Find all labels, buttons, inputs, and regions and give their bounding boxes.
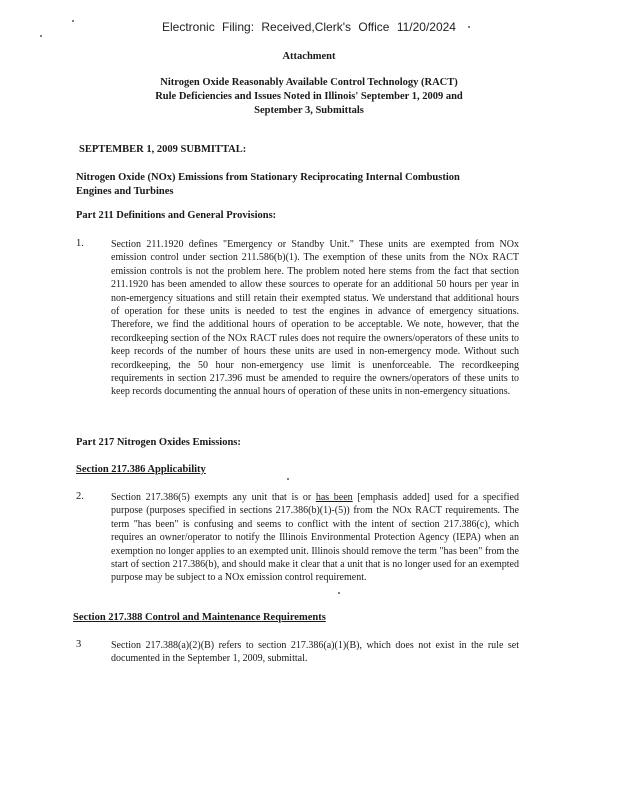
scan-speck: [468, 26, 470, 28]
scan-speck: [40, 35, 42, 37]
title-line: Nitrogen Oxide Reasonably Available Control Technology (RACT): [160, 77, 458, 88]
item-2-text-start: Section 217.386(5) exempts any unit that is or: [111, 492, 316, 503]
item-number: 3: [76, 639, 82, 650]
title-line: September 3, Submittals: [254, 105, 364, 116]
document-title: [0, 76, 618, 118]
title-line: Rule Deficiencies and Issues Noted in Illinois' September 1, 2009 and: [155, 91, 463, 102]
section-applicability-heading: Section 217.386 Applicability: [76, 464, 206, 475]
subheading-line: Nitrogen Oxide (NOx) Emissions from Stationary Reciprocating Internal Combustion: [76, 172, 460, 183]
scan-speck: [338, 592, 340, 594]
attachment-label: Attachment: [282, 51, 336, 62]
part-217-heading: Part 217 Nitrogen Oxides Emissions:: [76, 437, 241, 448]
item-1-text: Section 211.1920 defines "Emergency or Standby Unit." These units are exempted from NOx emission control under section 211.586(b)(1). The exemption of these units from the NOx RACT emission controls is not the problem here. The problem noted here stems from the fact that section 211.1920 has been amended to allow these sources to operate for an additional 50 hours per year in non-emergency situations and still retain their exempted status. We understand that additional hours of operation for these units is needed to test the engines in advance of emergency situations. Therefore, we find the additional hours of operation to be acceptable. We note, however, that the recordkeeping section of the NOx RACT rules does not require the owners/operators of these units to keep records of the number of hours these units are used in non-emergency mode. Without such recordkeeping, the 50 hour non-emergency use limit is unenforceable. The recordkeeping requirements in section 217.396 must be amended to require the owners/operators of these units to keep records documenting the annual hours of operation of these units in non-emergency situations.: [111, 239, 519, 398]
item-number: 2.: [76, 491, 84, 502]
subheading-line: Engines and Turbines: [76, 186, 174, 197]
item-2-text: [111, 491, 519, 585]
scan-speck: [72, 20, 74, 22]
item-number: 1.: [76, 238, 84, 249]
part-211-heading: Part 211 Definitions and General Provisions:: [76, 210, 277, 221]
emphasized-term: has been: [315, 492, 353, 503]
item-3-text: Section 217.388(a)(2)(B) refers to section 217.386(a)(1)(B), which does not exist in the rule set documented in the September 1, 2009, submittal.: [111, 640, 519, 665]
scan-speck: [287, 478, 289, 480]
item-2-text-end: [emphasis added] used for a specified purpose (purposes specified in sections 217.386(b)(1)-(5)) from the NOx RACT requirements. The term "has been" is confusing and seems to conflict with the intent of section 217.386(c), which requires an owner/operator to notify the Illinois Environmental Protection Agency (IEPA) when an exemption no longer applies to an exempted unit. Illinois should remove the term "has been" from the start of section 217.386(b), and should make it clear that a unit that is no longer used for an exempted purpose may be subject to a NOx emission control requirement.: [111, 492, 519, 584]
filing-stamp: Electronic Filing: Received,Clerk's Office 11/20/2024: [162, 20, 456, 34]
submittal-heading: SEPTEMBER 1, 2009 SUBMITTAL:: [79, 144, 247, 155]
section-control-heading: Section 217.388 Control and Maintenance Requirements: [73, 612, 326, 623]
subheading: [76, 171, 536, 199]
